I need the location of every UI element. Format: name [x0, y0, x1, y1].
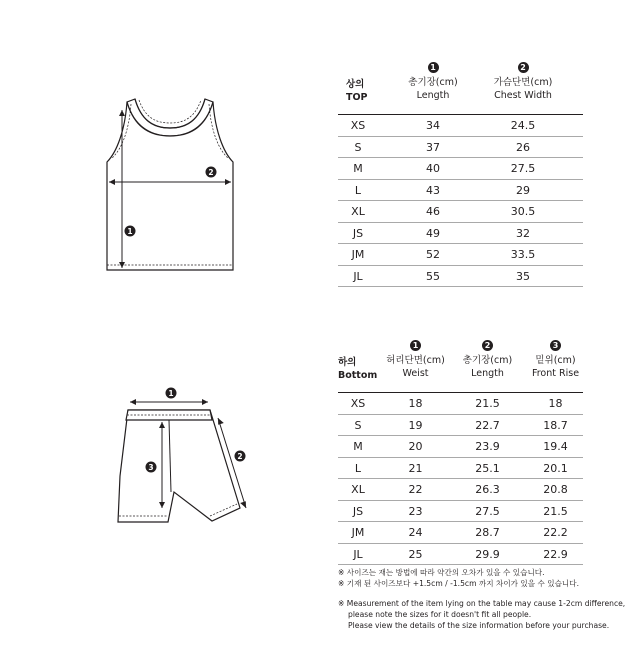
- tank-top-body: [107, 102, 233, 270]
- note-en-2: please note the sizes for it doesn't fit all people.: [348, 610, 532, 619]
- marker-1-icon: [125, 226, 136, 237]
- table-row: XL 46 30.5: [338, 201, 583, 223]
- table-row: XS 18 21.5 18: [338, 393, 583, 415]
- table-row: L 43 29: [338, 180, 583, 202]
- table-row: JS 49 32: [338, 223, 583, 245]
- svg-text:2: 2: [208, 168, 214, 177]
- table-row: JM 52 33.5: [338, 244, 583, 266]
- marker-2-icon: [206, 167, 217, 178]
- top-table-header: [338, 62, 583, 115]
- bottom-table-header: [338, 340, 583, 393]
- table-row: JL 55 35: [338, 266, 583, 288]
- bottom-col-length: 2 총기장(cm) Length: [462, 341, 513, 379]
- size-notes: [338, 567, 625, 631]
- shorts-outline: [118, 410, 243, 522]
- top-size-table: [338, 62, 583, 287]
- note-en-1: ※ Measurement of the item lying on the table may cause 1-2cm difference,: [338, 599, 626, 608]
- tank-top-diagram: [95, 90, 245, 280]
- table-row: JM 24 28.7 22.2: [338, 522, 583, 544]
- note-ko-2: ※ 기재 된 사이즈보다 +1.5cm / -1.5cm 까지 차이가 있을 수 있습니다.: [338, 579, 579, 588]
- table-row: JL 25 29.9 22.9: [338, 544, 583, 566]
- marker-3-icon: [146, 462, 157, 473]
- svg-text:3: 3: [148, 463, 154, 472]
- table-row: S 37 26: [338, 137, 583, 159]
- note-en-3: Please view the details of the size information before your purchase.: [348, 621, 610, 630]
- marker-2-icon: [235, 451, 246, 462]
- shorts-diagram: [100, 380, 260, 530]
- svg-text:1: 1: [127, 227, 133, 236]
- bottom-category-label: 하의 Bottom: [338, 357, 378, 381]
- svg-text:1: 1: [168, 389, 174, 398]
- bottom-col-waist: 1 허리단면(cm) Weist: [386, 341, 445, 379]
- table-row: XS 34 24.5: [338, 115, 583, 137]
- top-col-length: 1 총기장(cm) Length: [408, 63, 458, 101]
- table-row: JS 23 27.5 21.5: [338, 501, 583, 523]
- table-row: L 21 25.1 20.1: [338, 458, 583, 480]
- note-ko-1: ※ 사이즈는 재는 방법에 따라 약간의 오차가 있을 수 있습니다.: [338, 568, 545, 577]
- table-row: M 20 23.9 19.4: [338, 436, 583, 458]
- table-row: M 40 27.5: [338, 158, 583, 180]
- top-col-chest: 2 가슴단면(cm) Chest Width: [493, 63, 553, 101]
- bottom-col-front-rise: 3 밑위(cm) Front Rise: [531, 341, 580, 379]
- top-category-label: 상의 TOP: [346, 79, 368, 103]
- table-row: XL 22 26.3 20.8: [338, 479, 583, 501]
- bottom-size-table: [338, 340, 583, 565]
- svg-text:2: 2: [237, 452, 243, 461]
- table-row: S 19 22.7 18.7: [338, 415, 583, 437]
- marker-1-icon: [166, 388, 177, 399]
